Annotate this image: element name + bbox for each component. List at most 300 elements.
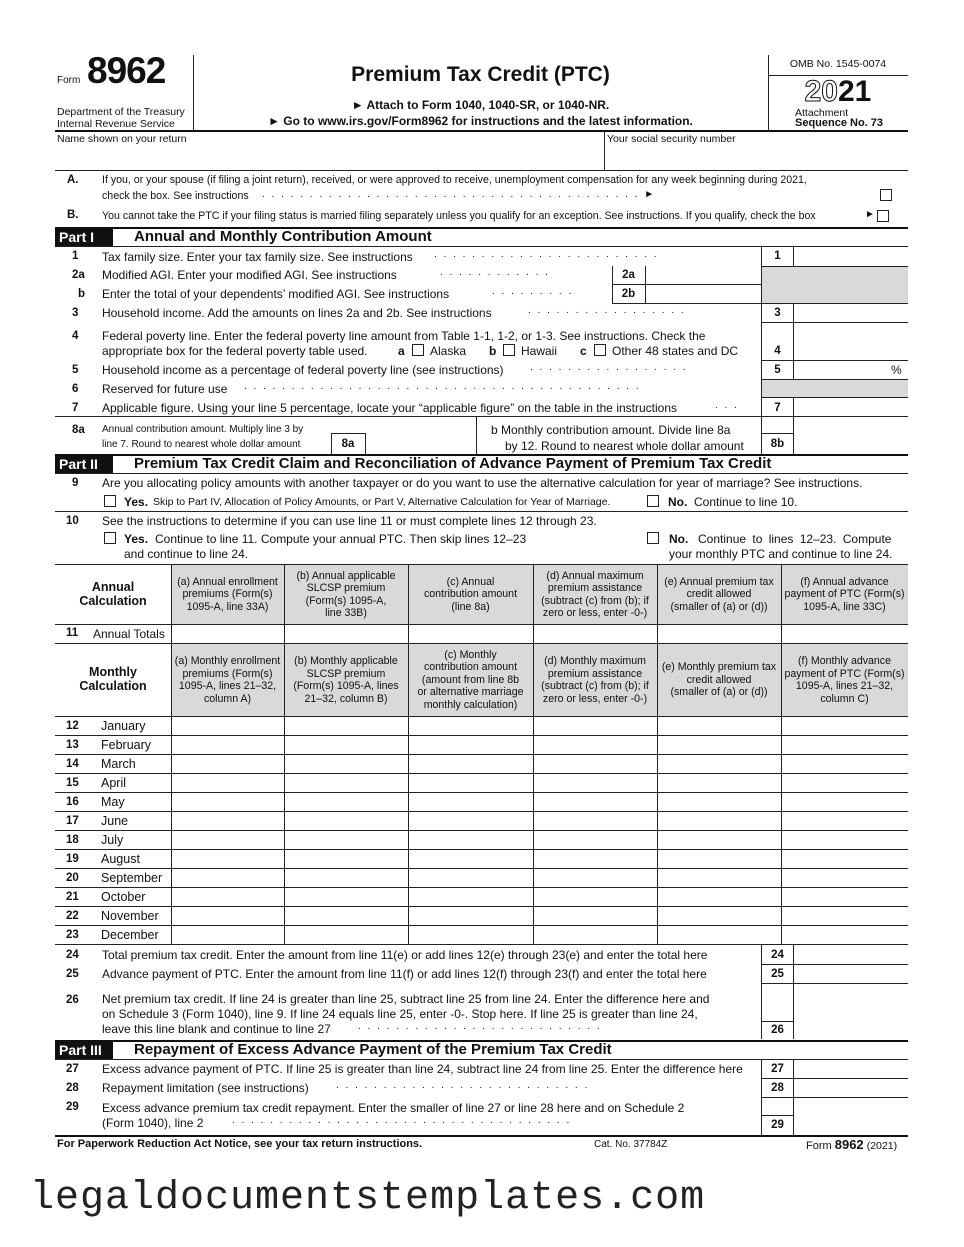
monthly-col-d-header bbox=[533, 655, 657, 705]
part2-title: Premium Tax Credit Claim and Reconciliation of Advance Payment of Premium Tax Credit bbox=[134, 455, 772, 472]
month-row-a-input[interactable] bbox=[173, 927, 282, 943]
line29-text1: Excess advance premium tax credit repayment. Enter the smaller of line 27 or line 28 here and on Schedule 2 bbox=[102, 1101, 685, 1115]
monthly-col-a-header-line: column A) bbox=[203, 692, 252, 705]
month-row-c-input[interactable] bbox=[410, 794, 531, 810]
month-row-f-input[interactable] bbox=[783, 737, 906, 753]
annual-col-a-header-line: (a) Annual enrollment bbox=[177, 575, 278, 588]
monthly-col-a-header-line: 1095-A, lines 21–32, bbox=[178, 680, 277, 692]
line2a-box: 2a bbox=[622, 269, 635, 281]
month-row-c-input[interactable] bbox=[410, 775, 531, 791]
alaska-checkbox[interactable] bbox=[412, 344, 424, 356]
line2b-text: Enter the total of your dependents’ modified AGI. See instructions bbox=[102, 287, 450, 301]
form-title: Premium Tax Credit (PTC) bbox=[351, 63, 610, 86]
month-row-a-input[interactable] bbox=[173, 908, 282, 924]
row-divider bbox=[55, 944, 908, 945]
line24-box: 24 bbox=[771, 949, 784, 961]
month-row-a-input[interactable] bbox=[173, 737, 282, 753]
month-row-b-input[interactable] bbox=[286, 927, 406, 943]
line4-opt-a-label: Alaska bbox=[430, 344, 467, 358]
month-row-a-input[interactable] bbox=[173, 775, 282, 791]
month-row-b-input[interactable] bbox=[286, 832, 406, 848]
line28-input[interactable] bbox=[795, 1080, 907, 1096]
other48-checkbox[interactable] bbox=[594, 344, 606, 356]
line26-num: 26 bbox=[66, 994, 79, 1006]
month-row-name: August bbox=[101, 852, 140, 866]
line-b-arrow: ► bbox=[865, 209, 875, 220]
month-row-c-input[interactable] bbox=[410, 908, 531, 924]
month-row-name: October bbox=[101, 890, 146, 904]
month-row-e-input[interactable] bbox=[659, 813, 779, 829]
line8a-num: 8a bbox=[72, 424, 85, 436]
monthly-col-d-header-line: (d) Monthly maximum bbox=[544, 655, 646, 667]
annual-col-c-header-line: (c) Annual bbox=[446, 575, 495, 588]
line6-text: Reserved for future use bbox=[102, 382, 228, 396]
line26-text3: leave this line blank and continue to line 27 bbox=[102, 1022, 331, 1036]
month-row-b-input[interactable] bbox=[286, 756, 406, 772]
monthly-col-e-header bbox=[657, 661, 781, 699]
annual-col-e-header-line: (smaller of (a) or (d)) bbox=[670, 600, 768, 613]
line3-num: 3 bbox=[72, 307, 79, 319]
month-row-b-input[interactable] bbox=[286, 870, 406, 886]
line4-text1: Federal poverty line. Enter the federal poverty line amount from Table 1-1, 1-2, or 1-3. See instructions. Check the bbox=[102, 329, 706, 343]
line11-c-input[interactable] bbox=[410, 626, 531, 642]
month-row-e-input[interactable] bbox=[659, 794, 779, 810]
line7-num: 7 bbox=[72, 402, 79, 414]
month-row-num: 22 bbox=[66, 910, 79, 922]
month-row-d-input[interactable] bbox=[535, 775, 655, 791]
monthly-col-a-header-line: premiums (Form(s) bbox=[182, 667, 273, 680]
line24-text: Total premium tax credit. Enter the amount from line 11(e) or add lines 12(e) through 23(e) and enter the total here bbox=[102, 948, 708, 962]
monthly-col-e-header-line: (smaller of (a) or (d)) bbox=[670, 686, 768, 699]
month-row-e-input[interactable] bbox=[659, 908, 779, 924]
watermark: legaldocumentstemplates.com bbox=[30, 1176, 706, 1221]
annual-col-a-header bbox=[171, 576, 284, 614]
goto-instruction: ► Go to www.irs.gov/Form8962 for instructions and the latest information. bbox=[268, 114, 693, 128]
monthly-col-b-header bbox=[284, 655, 408, 705]
line-a-letter: A. bbox=[67, 174, 79, 186]
line4-opt-a: a bbox=[398, 344, 405, 358]
monthly-col-c-header bbox=[408, 649, 533, 712]
line6-num: 6 bbox=[72, 383, 79, 395]
line10-no-checkbox[interactable] bbox=[647, 532, 659, 544]
monthly-col-d-header-line: premium assistance bbox=[547, 667, 643, 680]
line9-num: 9 bbox=[72, 477, 79, 489]
month-row-name: June bbox=[101, 814, 129, 828]
month-row-name: July bbox=[101, 833, 124, 847]
month-row-num: 18 bbox=[66, 834, 79, 846]
line-a-text2: check the box. See instructions bbox=[102, 190, 249, 202]
line10-yes-checkbox[interactable] bbox=[104, 532, 116, 544]
month-row-name: March bbox=[101, 757, 136, 771]
month-row-e-input[interactable] bbox=[659, 718, 779, 734]
line8b-text1: b Monthly contribution amount. Divide line 8a bbox=[491, 423, 731, 437]
month-row-name: January bbox=[101, 719, 146, 733]
month-row-name: November bbox=[101, 909, 159, 923]
monthly-col-f-header-line: column C) bbox=[820, 692, 869, 705]
line4-box: 4 bbox=[774, 345, 781, 357]
month-row-f-input[interactable] bbox=[783, 775, 906, 791]
month-row-f-input[interactable] bbox=[783, 718, 906, 734]
month-row-num: 15 bbox=[66, 777, 79, 789]
annual-col-f-header-line: payment of PTC (Form(s) bbox=[784, 588, 905, 601]
month-row-b-input[interactable] bbox=[286, 718, 406, 734]
monthly-col-b-header-line: (b) Monthly applicable bbox=[294, 655, 398, 667]
line3-text: Household income. Add the amounts on lines 2a and 2b. See instructions bbox=[102, 306, 492, 320]
month-row-f-input[interactable] bbox=[783, 794, 906, 810]
monthly-col-c-header-line: (amount from line 8b bbox=[421, 673, 520, 686]
tax-year-bold: 21 bbox=[838, 75, 872, 108]
month-row-f-input[interactable] bbox=[783, 908, 906, 924]
line-a-text1: If you, or your spouse (if filing a joint return), received, or were approved to receive, unemployment compensation for any week beginning during 2021, bbox=[102, 174, 807, 186]
line10-no-text2: your monthly PTC and continue to line 24. bbox=[669, 547, 893, 561]
month-row-f-input[interactable] bbox=[783, 813, 906, 829]
line26-input[interactable] bbox=[795, 1022, 907, 1038]
annual-col-d-header-line: premium assistance bbox=[547, 582, 643, 594]
monthly-col-c-header-line: monthly calculation) bbox=[423, 698, 518, 711]
annual-calc-label: Annual Calculation bbox=[79, 580, 147, 608]
monthly-calc-label: Monthly Calculation bbox=[79, 665, 147, 693]
line10-yes-text2: and continue to line 24. bbox=[124, 547, 249, 561]
line3-box: 3 bbox=[774, 307, 781, 319]
line-a-leader: . . . . . . . . . . . . . . . . . . . . . . . . . . . . . . . . . . . . . . . . ► bbox=[262, 189, 657, 200]
month-row-d-input[interactable] bbox=[535, 718, 655, 734]
line27-input[interactable] bbox=[795, 1061, 907, 1077]
annual-col-e-header-line: (e) Annual premium tax bbox=[664, 575, 774, 588]
dept-line2: Internal Revenue Service bbox=[57, 118, 175, 130]
part3-title: Repayment of Excess Advance Payment of the Premium Tax Credit bbox=[134, 1041, 612, 1058]
line11-f-input[interactable] bbox=[783, 626, 906, 642]
month-row-num: 13 bbox=[66, 739, 79, 751]
line26-box: 26 bbox=[771, 1024, 784, 1036]
monthly-col-a-header bbox=[171, 655, 284, 705]
month-row-a-input[interactable] bbox=[173, 851, 282, 867]
line8b-input[interactable] bbox=[795, 418, 907, 452]
month-row-d-input[interactable] bbox=[535, 870, 655, 886]
month-row-f-input[interactable] bbox=[783, 870, 906, 886]
month-row-b-input[interactable] bbox=[286, 794, 406, 810]
tax-year bbox=[768, 76, 908, 108]
annual-col-f-header bbox=[781, 576, 908, 614]
month-row-num: 16 bbox=[66, 796, 79, 808]
column-divider bbox=[284, 565, 285, 944]
month-row-num: 17 bbox=[66, 815, 79, 827]
monthly-col-a-header-line: (a) Monthly enrollment bbox=[174, 655, 281, 667]
annual-col-b-header-line: (Form(s) 1095-A, bbox=[305, 594, 387, 607]
month-row-e-input[interactable] bbox=[659, 927, 779, 943]
month-row-b-input[interactable] bbox=[286, 813, 406, 829]
line9-yes-text: Skip to Part IV, Allocation of Policy Amounts, or Part V, Alternative Calculation for Year of Marriage. bbox=[153, 496, 611, 508]
line29-num: 29 bbox=[66, 1101, 79, 1113]
footer-cat: Cat. No. 37784Z bbox=[594, 1139, 668, 1150]
line2b-box: 2b bbox=[621, 288, 636, 300]
line28-box: 28 bbox=[771, 1082, 784, 1094]
annual-col-c-header bbox=[408, 576, 533, 614]
line10-yes-label: Yes. bbox=[124, 532, 149, 546]
monthly-col-f-header bbox=[781, 655, 908, 705]
line-b-letter: B. bbox=[67, 209, 79, 221]
line11-d-input[interactable] bbox=[535, 626, 655, 642]
month-row-c-input[interactable] bbox=[410, 813, 531, 829]
ssn-field[interactable] bbox=[607, 146, 907, 168]
line2b-num: b bbox=[78, 288, 86, 300]
name-field[interactable] bbox=[57, 146, 602, 168]
line8a-box: 8a bbox=[341, 438, 355, 450]
sequence-label: Sequence No. 73 bbox=[795, 117, 884, 129]
month-row-f-input[interactable] bbox=[783, 832, 906, 848]
line5-unit: % bbox=[891, 363, 902, 377]
month-row-d-input[interactable] bbox=[535, 737, 655, 753]
line10-yes-text1: Continue to line 11. Compute your annual PTC. Then skip lines 12–23 bbox=[155, 532, 527, 546]
line25-input[interactable] bbox=[795, 966, 907, 982]
month-row-b-input[interactable] bbox=[286, 851, 406, 867]
month-row-c-input[interactable] bbox=[410, 737, 531, 753]
line10-no-text1: Continue to lines 12–23. Compute bbox=[698, 532, 892, 546]
line10-num: 10 bbox=[66, 515, 79, 527]
line4-input[interactable] bbox=[795, 342, 907, 358]
annual-col-d-header-line: (subtract (c) from (b); if bbox=[541, 594, 649, 607]
monthly-col-f-header-line: (f) Monthly advance bbox=[797, 655, 892, 667]
annual-col-e-header bbox=[657, 576, 781, 614]
month-row-a-input[interactable] bbox=[173, 889, 282, 905]
annual-col-d-header-line: (d) Annual maximum bbox=[546, 569, 644, 582]
annual-col-f-header-line: (f) Annual advance bbox=[800, 575, 889, 588]
part1-label: Part I bbox=[55, 229, 113, 246]
line11-label: Annual Totals bbox=[93, 627, 165, 641]
line2a-text: Modified AGI. Enter your modified AGI. See instructions bbox=[102, 268, 397, 282]
month-row-c-input[interactable] bbox=[410, 889, 531, 905]
month-row-d-input[interactable] bbox=[535, 794, 655, 810]
month-row-c-input[interactable] bbox=[410, 851, 531, 867]
footer-notice: For Paperwork Reduction Act Notice, see your tax return instructions. bbox=[57, 1138, 423, 1150]
line25-box: 25 bbox=[771, 968, 784, 980]
month-row-a-input[interactable] bbox=[173, 756, 282, 772]
line5-num: 5 bbox=[72, 364, 79, 376]
month-row-d-input[interactable] bbox=[535, 851, 655, 867]
month-row-d-input[interactable] bbox=[535, 889, 655, 905]
line1-input[interactable] bbox=[795, 248, 907, 265]
line28-num: 28 bbox=[66, 1082, 79, 1094]
line29-input[interactable] bbox=[795, 1117, 907, 1133]
month-row-b-input[interactable] bbox=[286, 889, 406, 905]
footer-form: Form 8962 (2021) bbox=[806, 1137, 898, 1152]
month-row-f-input[interactable] bbox=[783, 927, 906, 943]
omb-number: OMB No. 1545-0074 bbox=[789, 58, 887, 70]
line1-num: 1 bbox=[72, 250, 79, 262]
part2-label: Part II bbox=[55, 456, 113, 473]
month-row-a-input[interactable] bbox=[173, 718, 282, 734]
line-a-checkbox[interactable] bbox=[880, 189, 892, 201]
month-row-c-input[interactable] bbox=[410, 832, 531, 848]
month-row-num: 21 bbox=[66, 891, 79, 903]
line7-text: Applicable figure. Using your line 5 percentage, locate your “applicable figure” on the table in the instructions bbox=[102, 401, 678, 415]
line4-num: 4 bbox=[72, 330, 79, 342]
month-row-e-input[interactable] bbox=[659, 756, 779, 772]
line24-input[interactable] bbox=[795, 947, 907, 963]
line11-e-input[interactable] bbox=[659, 626, 779, 642]
line2a-num: 2a bbox=[72, 269, 85, 281]
name-label: Name shown on your return bbox=[57, 133, 187, 145]
month-row-a-input[interactable] bbox=[173, 832, 282, 848]
line27-box: 27 bbox=[771, 1063, 784, 1075]
part3-label: Part III bbox=[55, 1042, 113, 1059]
month-row-b-input[interactable] bbox=[286, 737, 406, 753]
line9-no-text: Continue to line 10. bbox=[694, 495, 798, 509]
month-row-d-input[interactable] bbox=[535, 756, 655, 772]
annual-col-e-header-line: credit allowed bbox=[686, 588, 752, 601]
line9-text: Are you allocating policy amounts with another taxpayer or do you want to use the alternative calculation for year of marriage? See instructions. bbox=[102, 476, 863, 490]
monthly-col-b-header-line: SLCSP premium bbox=[306, 667, 386, 680]
month-row-d-input[interactable] bbox=[535, 908, 655, 924]
month-row-e-input[interactable] bbox=[659, 775, 779, 791]
annual-col-d-header bbox=[533, 570, 657, 620]
tax-year-outline: 20 bbox=[804, 75, 838, 108]
line11-b-input[interactable] bbox=[286, 626, 406, 642]
line2a-input[interactable] bbox=[647, 267, 759, 284]
annual-col-a-header-line: 1095-A, line 33A) bbox=[186, 600, 269, 613]
monthly-col-d-header-line: (subtract (c) from (b); if bbox=[541, 680, 649, 692]
line29-box: 29 bbox=[771, 1119, 784, 1131]
month-row-e-input[interactable] bbox=[659, 851, 779, 867]
month-row-f-input[interactable] bbox=[783, 756, 906, 772]
column-divider bbox=[408, 565, 409, 944]
annual-col-a-header-line: premiums (Form(s) bbox=[182, 588, 273, 601]
monthly-col-b-header-line: (Form(s) 1095-A, lines bbox=[293, 680, 399, 692]
line7-box: 7 bbox=[774, 402, 781, 414]
month-row-f-input[interactable] bbox=[783, 889, 906, 905]
line8b-text2: by 12. Round to nearest whole dollar amount bbox=[505, 439, 744, 453]
month-row-f-input[interactable] bbox=[783, 851, 906, 867]
month-row-c-input[interactable] bbox=[410, 870, 531, 886]
month-row-e-input[interactable] bbox=[659, 889, 779, 905]
monthly-col-d-header-line: zero or less, enter -0-) bbox=[542, 692, 648, 705]
monthly-col-e-header-line: credit allowed bbox=[686, 673, 752, 686]
annual-col-f-header-line: 1095-A, line 33C) bbox=[803, 600, 886, 613]
monthly-col-f-header-line: 1095-A, lines 21–32, bbox=[795, 680, 894, 692]
line4-opt-b-label: Hawaii bbox=[521, 344, 558, 358]
attachment-label: Attachment bbox=[795, 107, 849, 119]
line-b-checkbox[interactable] bbox=[877, 210, 889, 222]
monthly-col-b-header-line: 21–32, column B) bbox=[304, 692, 388, 705]
line4-text2: appropriate box for the federal poverty table used. bbox=[102, 344, 368, 358]
line26-text2: on Schedule 3 (Form 1040), line 9. If line 24 equals line 25, enter -0-. Stop here. If line 25 is greater than line 24, bbox=[102, 1007, 698, 1021]
line5-box: 5 bbox=[774, 364, 781, 376]
line10-text: See the instructions to determine if you can use line 11 or must complete lines 12 through 23. bbox=[102, 514, 597, 528]
annual-col-b-header-line: SLCSP premium bbox=[306, 582, 386, 594]
line9-no-checkbox[interactable] bbox=[647, 495, 659, 507]
column-divider bbox=[171, 565, 172, 944]
annual-col-b-header bbox=[284, 570, 408, 620]
month-row-d-input[interactable] bbox=[535, 832, 655, 848]
monthly-col-c-header-line: or alternative marriage bbox=[417, 686, 524, 699]
line11-num: 11 bbox=[66, 627, 79, 639]
line7-input[interactable] bbox=[795, 400, 907, 416]
line2b-input[interactable] bbox=[647, 286, 759, 302]
line11-a-input[interactable] bbox=[173, 626, 282, 642]
month-row-num: 20 bbox=[66, 872, 79, 884]
line8a-text1: Annual contribution amount. Multiply line 3 by bbox=[102, 424, 304, 435]
month-row-e-input[interactable] bbox=[659, 870, 779, 886]
form-word: Form bbox=[57, 75, 81, 86]
column-divider bbox=[657, 565, 658, 944]
month-row-name: April bbox=[101, 776, 127, 790]
line9-no-label: No. bbox=[668, 495, 688, 509]
month-row-name: May bbox=[101, 795, 125, 809]
line9-yes-label: Yes. bbox=[124, 495, 149, 509]
month-row-num: 12 bbox=[66, 720, 79, 732]
month-row-c-input[interactable] bbox=[410, 927, 531, 943]
hawaii-checkbox[interactable] bbox=[503, 344, 515, 356]
annual-col-c-header-line: contribution amount bbox=[423, 588, 518, 601]
line5-text: Household income as a percentage of federal poverty line (see instructions) bbox=[102, 363, 504, 377]
month-row-c-input[interactable] bbox=[410, 718, 531, 734]
line24-num: 24 bbox=[66, 949, 79, 961]
annual-col-b-header-line: line 33B) bbox=[325, 607, 367, 619]
line1-box: 1 bbox=[774, 250, 781, 262]
line8a-text2: line 7. Round to nearest whole dollar amount bbox=[102, 439, 301, 450]
line28-text: Repayment limitation (see instructions) bbox=[102, 1081, 309, 1095]
month-row-num: 23 bbox=[66, 929, 79, 941]
attach-instruction: ► Attach to Form 1040, 1040-SR, or 1040-NR. bbox=[351, 98, 610, 112]
line4-opt-c-label: Other 48 states and DC bbox=[612, 344, 739, 358]
dept-line1: Department of the Treasury bbox=[57, 106, 185, 118]
line26-text1: Net premium tax credit. If line 24 is greater than line 25, subtract line 25 from line 24. Enter the difference here and bbox=[102, 992, 710, 1006]
month-row-d-input[interactable] bbox=[535, 813, 655, 829]
month-row-a-input[interactable] bbox=[173, 870, 282, 886]
month-row-e-input[interactable] bbox=[659, 832, 779, 848]
line27-num: 27 bbox=[66, 1063, 79, 1075]
month-row-b-input[interactable] bbox=[286, 775, 406, 791]
line10-no-label: No. bbox=[669, 532, 689, 546]
line25-num: 25 bbox=[66, 968, 79, 980]
monthly-col-f-header-line: payment of PTC (Form(s) bbox=[784, 667, 905, 680]
month-row-num: 19 bbox=[66, 853, 79, 865]
month-row-d-input[interactable] bbox=[535, 927, 655, 943]
monthly-col-c-header-line: contribution amount bbox=[423, 661, 518, 674]
month-row-e-input[interactable] bbox=[659, 737, 779, 753]
line3-input[interactable] bbox=[795, 305, 907, 321]
month-row-a-input[interactable] bbox=[173, 794, 282, 810]
form-header bbox=[0, 0, 964, 150]
line25-text: Advance payment of PTC. Enter the amount from line 11(f) or add lines 12(f) through 23(f) and enter the total here bbox=[102, 967, 707, 981]
line8b-box: 8b bbox=[770, 438, 785, 450]
line-b-text: You cannot take the PTC if your filing status is married filing separately unless you qualify for an exception. See instructions. If you qualify, check the box bbox=[102, 210, 816, 222]
line1-text: Tax family size. Enter your tax family size. See instructions bbox=[102, 250, 413, 264]
month-row-name: December bbox=[101, 928, 159, 942]
annual-col-c-header-line: (line 8a) bbox=[451, 600, 490, 613]
line4-opt-b: b bbox=[489, 344, 497, 358]
line29-text2: (Form 1040), line 2 bbox=[102, 1116, 204, 1130]
ssn-label: Your social security number bbox=[607, 133, 736, 145]
line8a-input[interactable] bbox=[367, 418, 475, 452]
column-divider bbox=[781, 565, 782, 944]
line5-input[interactable] bbox=[795, 362, 890, 378]
month-row-num: 14 bbox=[66, 758, 79, 770]
month-row-name: September bbox=[101, 871, 163, 885]
annual-col-d-header-line: zero or less, enter -0-) bbox=[542, 607, 648, 619]
monthly-col-c-header-line: (c) Monthly bbox=[444, 648, 497, 661]
month-row-b-input[interactable] bbox=[286, 908, 406, 924]
month-row-name: February bbox=[101, 738, 152, 752]
form-number: 8962 bbox=[87, 50, 166, 91]
part1-title: Annual and Monthly Contribution Amount bbox=[134, 228, 432, 245]
line4-opt-c: c bbox=[580, 344, 587, 358]
annual-col-b-header-line: (b) Annual applicable bbox=[296, 569, 396, 582]
month-row-c-input[interactable] bbox=[410, 756, 531, 772]
line9-yes-checkbox[interactable] bbox=[104, 495, 116, 507]
month-row-a-input[interactable] bbox=[173, 813, 282, 829]
column-divider bbox=[533, 565, 534, 944]
line27-text: Excess advance payment of PTC. If line 25 is greater than line 24, subtract line 24 from line 25. Enter the difference here bbox=[102, 1062, 743, 1076]
